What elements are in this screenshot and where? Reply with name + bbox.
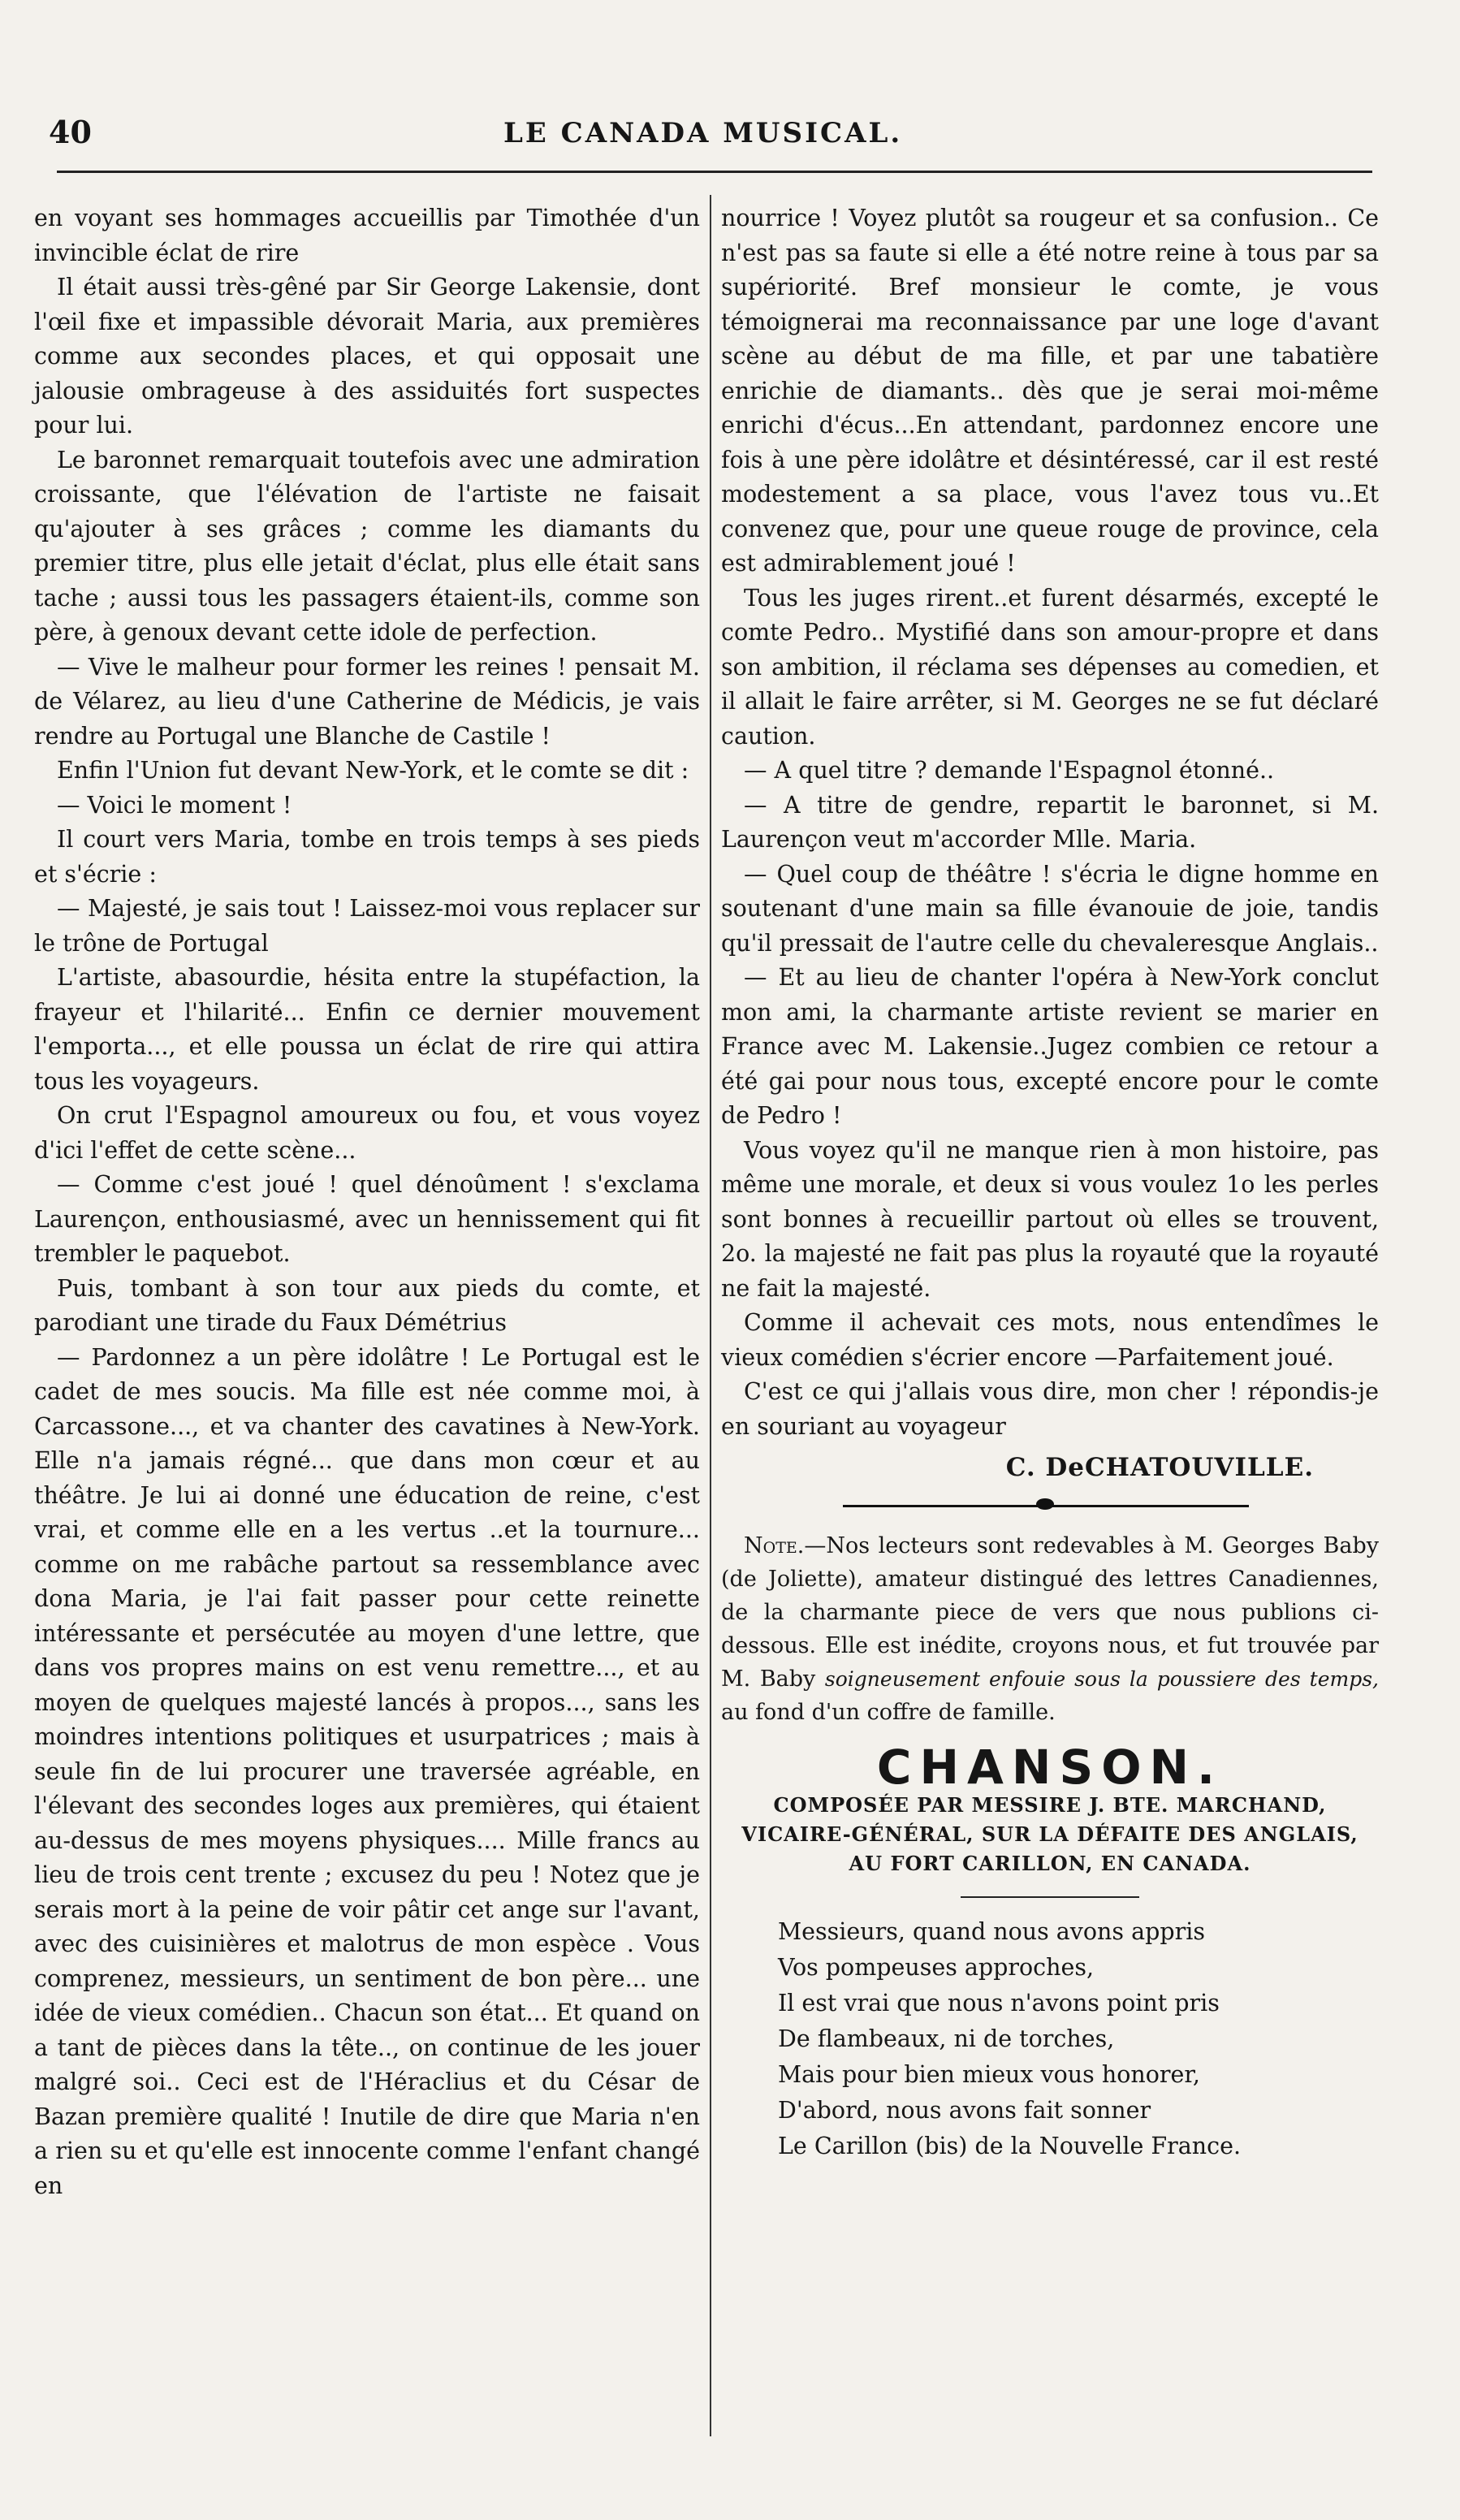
verse-line: Il est vrai que nous n'avons point pris xyxy=(778,1990,1220,2016)
author-signature: C. DeCHATOUVILLE. xyxy=(1005,1453,1314,1482)
note-label: Note. xyxy=(744,1532,805,1558)
note-text: —Nos lecteurs sont redevables à M. Georges Baby (de Joliette), amateur distingué des lettres Canadiennes, de la charmante piece de vers que nous publions ci-dessous. Elle est inédite, croyons nous, et fut trouvée par M. Baby xyxy=(721,1532,1379,1692)
paragraph: — A titre de gendre, repartit le baronnet, si M. Laurençon veut m'accorder Mlle. Maria. xyxy=(721,791,1379,853)
paragraph: — Voici le moment ! xyxy=(57,791,292,819)
editor-note xyxy=(721,1529,1379,1729)
paragraph: — Pardonnez a un père idolâtre ! Le Portugal est le cadet de mes soucis. Ma fille est née comme moi, à Carcassone..., et va chanter des cavatines à New-York. Elle n'a jamais régné... que dans mon cœur et au théâtre. Je lui ai donné une éducation de reine, c'est vrai, et comme elle en a les vertus ..et la tournure... comme on me rabâche partout sa ressemblance avec dona Maria, je l'ai fait passer pour cette reinette intéressante et persécutée au moyen d'une lettre, que dans vos propres mains on est venu remettre..., et au moyen de quelques majesté lancés à propos..., sans les moindres intentions politiques et usurpatrices ; mais à seule fin de lui procurer une traversée agréable, en l'élevant des secondes loges aux premières, qui étaient au-dessus de mes moyens physiques.... Mille francs au lieu de trois cent trente ; excusez du peu ! Notez que je serais mort à la peine de voir pâtir cet ange sur l'avant, avec des cuisinières et malotrus de mon espèce . Vous comprenez, messieurs, un sentiment de bon père... une idée de vieux comédien.. Chacun son état... Et quand on a tant de pièces dans la tête.., on continue de les jouer malgré soi.. Ceci est de l'Héraclius et du César de Bazan première qualité ! Inutile de dire que Maria n'en a rien su et qu'elle est innocente comme l'enfant changé en xyxy=(34,1343,700,2199)
header-rule xyxy=(57,171,1372,173)
paragraph: Enfin l'Union fut devant New-York, et le comte se dit : xyxy=(57,757,689,784)
column-divider xyxy=(710,195,711,2436)
chanson-subtitle: COMPOSÉE PAR MESSIRE J. BTE. MARCHAND, VICAIRE-GÉNÉRAL, SUR LA DÉFAITE DES ANGLAIS, AU FORT CARILLON, EN CANADA. xyxy=(741,1793,1358,1875)
paragraph: Il était aussi très-gêné par Sir George Lakensie, dont l'œil fixe et impassible dévorait Maria, aux premières comme aux secondes places, et qui opposait une jalousie ombrageuse à des assiduités fort suspectes pour lui. xyxy=(34,274,700,439)
ornament-dot xyxy=(1036,1498,1054,1510)
verse-line: Le Carillon (bis) de la Nouvelle France. xyxy=(778,2133,1242,2159)
paragraph: Comme il achevait ces mots, nous entendîmes le vieux comédien s'écrier encore —Parfaitement joué. xyxy=(721,1309,1379,1371)
section-rule xyxy=(961,1896,1139,1898)
verse-line: Vos pompeuses approches, xyxy=(778,1954,1095,1981)
paragraph: — Et au lieu de chanter l'opéra à New-York conclut mon ami, la charmante artiste revient se marier en France avec M. Lakensie..Jugez combien ce retour a été gai pour nous tous, excepté encore pour le comte de Pedro ! xyxy=(721,964,1379,1129)
note-text-end: au fond d'un coffre de famille. xyxy=(721,1699,1056,1725)
paragraph: nourrice ! Voyez plutôt sa rougeur et sa confusion.. Ce n'est pas sa faute si elle a été notre reine à tous par sa supériorité. Bref monsieur le comte, je vous témoignerai ma reconnaissance par une loge d'avant scène au début de ma fille, et par une tabatière enrichie de diamants.. dès que je serai moi-même enrichi d'écus...En attendant, pardonnez encore une fois à une père idolâtre et désintéressé, car il est resté modestement a sa place, vous l'avez tous vu..Et convenez que, pour une queue rouge de province, cela est admirablement joué ! xyxy=(721,205,1379,577)
paragraph: Le baronnet remarquait toutefois avec une admiration croissante, que l'élévation de l'artiste ne faisait qu'ajouter à ses grâces ; comme les diamants du premier titre, plus elle jetait d'éclat, plus elle était sans tache ; aussi tous les passagers étaient-ils, comme son père, à genoux devant cette idole de perfection. xyxy=(34,446,700,646)
chanson-title: CHANSON. xyxy=(876,1739,1224,1795)
paragraph: — A quel titre ? demande l'Espagnol étonné.. xyxy=(744,757,1275,784)
right-column xyxy=(721,201,1379,2164)
paragraph: Puis, tombant à son tour aux pieds du comte, et parodiant une tirade du Faux Démétrius xyxy=(34,1274,700,1336)
paragraph: en voyant ses hommages accueillis par Timothée d'un invincible éclat de rire xyxy=(34,205,700,266)
paragraph: Tous les juges rirent..et furent désarmés, excepté le comte Pedro.. Mystifié dans son amour-propre et dans son ambition, il réclama ses dépenses au comedien, et il allait le faire arrêter, si M. Georges ne se fut déclaré caution. xyxy=(721,584,1379,750)
note-italic: soigneusement enfouie sous la poussiere des temps, xyxy=(824,1666,1379,1691)
paragraph: Vous voyez qu'il ne manque rien à mon histoire, pas même une morale, et deux si vous voulez 1o les perles sont bonnes à recueillir partout où elles se trouvent, 2o. la majesté ne fait pas plus la royauté que la royauté ne fait la majesté. xyxy=(721,1136,1379,1302)
paragraph: L'artiste, abasourdie, hésita entre la stupéfaction, la frayeur et l'hilarité... Enfin ce dernier mouvement l'emporta..., et elle poussa un éclat de rire qui attira tous les voyageurs. xyxy=(34,964,700,1095)
journal-title: LE CANADA MUSICAL. xyxy=(503,117,903,149)
verse-line: De flambeaux, ni de torches, xyxy=(778,2025,1115,2052)
paragraph: C'est ce qui j'allais vous dire, mon cher ! répondis-je en souriant au voyageur xyxy=(721,1378,1379,1440)
paragraph: On crut l'Espagnol amoureux ou fou, et vous voyez d'ici l'effet de cette scène... xyxy=(34,1102,700,1164)
verse-line: Mais pour bien mieux vous honorer, xyxy=(778,2061,1200,2088)
paragraph: — Comme c'est joué ! quel dénoûment ! s'exclama Laurençon, enthousiasmé, avec un hennissement qui fit trembler le paquebot. xyxy=(34,1171,700,1267)
paragraph: Il court vers Maria, tombe en trois temps à ses pieds et s'écrie : xyxy=(34,826,700,888)
paragraph: — Vive le malheur pour former les reines ! pensait M. de Vélarez, au lieu d'une Catherine de Médicis, je vais rendre au Portugal une Blanche de Castile ! xyxy=(34,653,700,750)
ornament-separator xyxy=(721,1493,1379,1518)
paragraph: — Quel coup de théâtre ! s'écria le digne homme en soutenant d'une main sa fille évanouie de joie, tandis qu'il pressait de l'autre celle du chevaleresque Anglais.. xyxy=(721,860,1379,957)
left-column xyxy=(34,201,700,2203)
verse-line: D'abord, nous avons fait sonner xyxy=(778,2097,1151,2124)
verse-line: Messieurs, quand nous avons appris xyxy=(778,1918,1205,1945)
paragraph: — Majesté, je sais tout ! Laissez-moi vous replacer sur le trône de Portugal xyxy=(34,895,700,957)
page-number: 40 xyxy=(49,114,92,150)
chanson-verse xyxy=(721,1914,1379,2164)
page-header xyxy=(49,114,1397,162)
